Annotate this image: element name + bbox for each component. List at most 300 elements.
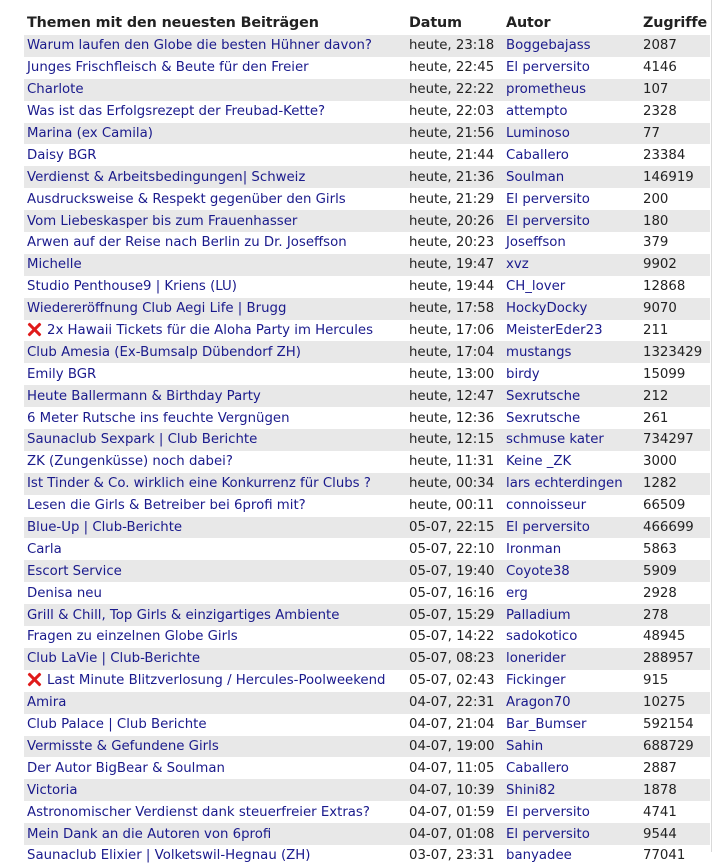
topic-row xyxy=(24,320,710,342)
topic-date: 05-07, 16:16 xyxy=(406,582,503,604)
topic-date: heute, 17:58 xyxy=(406,298,503,320)
author-link[interactable]: lars echterdingen xyxy=(506,476,623,492)
topic-link[interactable] xyxy=(27,82,84,97)
topic-author-cell xyxy=(503,473,640,495)
topic-hits: 3000 xyxy=(640,451,710,473)
topic-date: heute, 11:31 xyxy=(406,451,503,473)
topic-title-cell xyxy=(24,779,406,801)
topic-author-cell xyxy=(503,407,640,429)
topic-hits: 66509 xyxy=(640,495,710,517)
topic-title-cell xyxy=(24,538,406,560)
topic-title: Fragen zu einzelnen Globe Girls xyxy=(27,629,238,645)
topic-title: Denisa neu xyxy=(27,585,102,601)
author-link[interactable]: connoisseur xyxy=(506,498,587,514)
topic-author-cell xyxy=(503,692,640,714)
topic-date: heute, 20:23 xyxy=(406,232,503,254)
topic-title: Carla xyxy=(27,541,62,557)
topic-title-cell xyxy=(24,320,406,342)
topic-date: heute, 12:36 xyxy=(406,407,503,429)
topic-title: Blue-Up | Club-Berichte xyxy=(27,520,183,536)
author-link[interactable]: Caballero xyxy=(506,147,569,163)
author-link[interactable]: Bar_Bumser xyxy=(506,717,587,733)
author-link[interactable]: erg xyxy=(506,585,528,601)
topic-hits: 9902 xyxy=(640,254,710,276)
author-link[interactable]: schmuse kater xyxy=(506,432,604,448)
author-link[interactable]: birdy xyxy=(506,366,540,382)
topic-author-cell xyxy=(503,845,640,867)
topic-link[interactable] xyxy=(27,411,290,426)
topic-title-cell xyxy=(24,845,406,867)
topic-date: 05-07, 19:40 xyxy=(406,560,503,582)
topic-row xyxy=(24,845,710,867)
topic-link[interactable] xyxy=(27,367,96,382)
topic-title: Ausdrucksweise & Respekt gegenüber den Girls xyxy=(27,191,346,207)
topic-author-cell xyxy=(503,35,640,57)
topic-title-cell xyxy=(24,736,406,758)
topic-date: heute, 21:29 xyxy=(406,188,503,210)
topic-title: Studio Penthouse9 | Kriens (LU) xyxy=(27,279,237,295)
topic-author-cell xyxy=(503,320,640,342)
closed-x-icon xyxy=(27,322,41,336)
topic-row xyxy=(24,385,710,407)
author-link[interactable]: El perversito xyxy=(506,213,590,229)
topic-row xyxy=(24,648,710,670)
topic-hits: 1323429 xyxy=(640,341,710,363)
author-link[interactable]: Sahin xyxy=(506,738,544,754)
topic-title-cell xyxy=(24,298,406,320)
topic-date: 04-07, 01:08 xyxy=(406,823,503,845)
topic-hits: 2887 xyxy=(640,757,710,779)
topic-hits: 23384 xyxy=(640,144,710,166)
topic-date: heute, 17:06 xyxy=(406,320,503,342)
topic-title-cell xyxy=(24,188,406,210)
topic-author-cell xyxy=(503,779,640,801)
topic-date: heute, 13:00 xyxy=(406,363,503,385)
topic-date: 04-07, 11:05 xyxy=(406,757,503,779)
topic-row xyxy=(24,188,710,210)
topic-title-cell xyxy=(24,79,406,101)
topic-date: heute, 00:34 xyxy=(406,473,503,495)
topic-row xyxy=(24,57,710,79)
topic-title: Was ist das Erfolgsrezept der Freubad-Kette? xyxy=(27,104,326,120)
topic-author-cell xyxy=(503,101,640,123)
topic-date: heute, 12:47 xyxy=(406,385,503,407)
topic-hits: 9070 xyxy=(640,298,710,320)
column-header-author: Autor xyxy=(506,15,551,31)
topic-author-cell xyxy=(503,254,640,276)
topic-row xyxy=(24,451,710,473)
author-link[interactable]: Coyote38 xyxy=(506,563,570,579)
topic-hits: 77041 xyxy=(640,845,710,867)
topic-title: Michelle xyxy=(27,257,82,273)
topic-date: 04-07, 19:00 xyxy=(406,736,503,758)
topic-link[interactable] xyxy=(27,323,373,338)
topic-row xyxy=(24,560,710,582)
topic-link[interactable] xyxy=(27,214,297,229)
topic-row xyxy=(24,801,710,823)
author-link[interactable]: El perversito xyxy=(506,826,590,842)
topic-hits: 379 xyxy=(640,232,710,254)
topic-link[interactable] xyxy=(27,279,237,294)
topic-link[interactable] xyxy=(27,848,310,863)
topic-title-cell xyxy=(24,670,406,692)
topic-hits: 2328 xyxy=(640,101,710,123)
topic-date: heute, 00:11 xyxy=(406,495,503,517)
topic-hits: 5909 xyxy=(640,560,710,582)
topic-date: 04-07, 10:39 xyxy=(406,779,503,801)
topic-title: Marina (ex Camila) xyxy=(27,126,153,141)
topic-row xyxy=(24,101,710,123)
topic-title-cell xyxy=(24,560,406,582)
topic-hits: 10275 xyxy=(640,692,710,714)
topic-date: heute, 20:26 xyxy=(406,210,503,232)
topic-date: 04-07, 01:59 xyxy=(406,801,503,823)
topic-title: Amira xyxy=(27,695,67,711)
topic-title: ZK (Zungenküsse) noch dabei? xyxy=(27,454,233,470)
topic-title: 2x Hawaii Tickets für die Aloha Party im Hercules xyxy=(47,323,374,339)
topic-link[interactable] xyxy=(27,717,207,732)
topic-title-cell xyxy=(24,101,406,123)
topic-date: heute, 19:44 xyxy=(406,276,503,298)
topic-title: Astronomischer Verdienst dank steuerfreier Extras? xyxy=(27,804,370,820)
topic-author-cell xyxy=(503,823,640,845)
topic-date: 05-07, 08:23 xyxy=(406,648,503,670)
topic-title-cell xyxy=(24,232,406,254)
author-link[interactable]: prometheus xyxy=(506,82,587,98)
topic-title: Emily BGR xyxy=(27,366,97,382)
topic-title-cell xyxy=(24,648,406,670)
topic-author-cell xyxy=(503,801,640,823)
topic-link[interactable] xyxy=(27,148,97,163)
topic-link[interactable] xyxy=(27,761,225,776)
topic-title-cell xyxy=(24,495,406,517)
topic-hits: 9544 xyxy=(640,823,710,845)
topic-title-cell xyxy=(24,341,406,363)
author-link[interactable]: Keine _ZK xyxy=(506,454,572,470)
topic-link[interactable] xyxy=(27,783,77,798)
topic-title: Mein Dank an die Autoren von 6profi xyxy=(27,826,272,842)
topic-title: 6 Meter Rutsche ins feuchte Vergnügen xyxy=(27,410,290,426)
topic-link[interactable] xyxy=(27,432,257,447)
topic-title-cell xyxy=(24,801,406,823)
topic-date: 05-07, 22:15 xyxy=(406,517,503,539)
topic-title: Junges Frischfleisch & Beute für den Freier xyxy=(27,60,309,76)
topic-title-cell xyxy=(24,35,406,57)
topic-title: Grill & Chill, Top Girls & einzigartiges Ambiente xyxy=(27,607,340,623)
topic-author-cell xyxy=(503,57,640,79)
topic-link[interactable] xyxy=(27,257,82,272)
topic-link[interactable] xyxy=(27,170,305,185)
topic-row xyxy=(24,757,710,779)
topic-date: 05-07, 14:22 xyxy=(406,626,503,648)
topic-hits: 4146 xyxy=(640,57,710,79)
author-link[interactable]: Luminoso xyxy=(506,126,570,141)
topic-author-cell xyxy=(503,79,640,101)
topic-row xyxy=(24,35,710,57)
topic-link[interactable] xyxy=(27,345,301,360)
topic-row xyxy=(24,714,710,736)
topic-title-cell xyxy=(24,210,406,232)
topic-author-cell xyxy=(503,538,640,560)
topic-row xyxy=(24,538,710,560)
topic-title: Der Autor BigBear & Soulman xyxy=(27,760,225,776)
topic-row xyxy=(24,670,710,692)
author-link[interactable]: Ironman xyxy=(506,541,562,557)
topic-link[interactable] xyxy=(27,389,261,404)
topic-link[interactable] xyxy=(27,301,286,316)
author-link[interactable]: Soulman xyxy=(506,169,565,185)
author-link[interactable]: HockyDocky xyxy=(506,301,588,317)
topic-title: Verdienst & Arbeitsbedingungen| Schweiz xyxy=(27,169,306,185)
topic-hits: 466699 xyxy=(640,517,710,539)
topic-row xyxy=(24,604,710,626)
topic-author-cell xyxy=(503,188,640,210)
topic-author-cell xyxy=(503,166,640,188)
topic-title: Saunaclub Elixier | Volketswil-Hegnau (ZH) xyxy=(27,848,311,864)
topic-title: Club LaVie | Club-Berichte xyxy=(27,651,201,667)
topic-date: heute, 22:45 xyxy=(406,57,503,79)
topic-title: Saunaclub Sexpark | Club Berichte xyxy=(27,432,258,448)
topic-hits: 5863 xyxy=(640,538,710,560)
topic-title-cell xyxy=(24,626,406,648)
topic-hits: 212 xyxy=(640,385,710,407)
topic-author-cell xyxy=(503,757,640,779)
topic-link[interactable] xyxy=(27,60,309,75)
topic-author-cell xyxy=(503,670,640,692)
topic-link[interactable] xyxy=(27,38,372,53)
topic-link[interactable] xyxy=(27,126,153,141)
topic-title: Warum laufen den Globe die besten Hühner davon? xyxy=(27,38,372,54)
column-header-title: Themen mit den neuesten Beiträgen xyxy=(27,15,319,31)
topic-hits: 2928 xyxy=(640,582,710,604)
author-link[interactable]: Sexrutsche xyxy=(506,410,581,426)
topic-link[interactable] xyxy=(27,651,200,666)
topic-hits: 48945 xyxy=(640,626,710,648)
topic-row xyxy=(24,166,710,188)
topic-author-cell xyxy=(503,560,640,582)
topic-title: Victoria xyxy=(27,782,78,798)
topic-title: Vom Liebeskasper bis zum Frauenhasser xyxy=(27,213,298,229)
author-link[interactable]: Caballero xyxy=(506,760,569,776)
table-header-row xyxy=(24,11,710,35)
topic-hits: 15099 xyxy=(640,363,710,385)
topic-author-cell xyxy=(503,341,640,363)
topic-link[interactable] xyxy=(27,235,347,250)
topic-author-cell xyxy=(503,298,640,320)
topic-author-cell xyxy=(503,429,640,451)
topic-date: 05-07, 22:10 xyxy=(406,538,503,560)
topic-row xyxy=(24,232,710,254)
author-link[interactable]: attempto xyxy=(506,104,568,120)
topic-title: Charlote xyxy=(27,82,84,98)
topic-title: Escort Service xyxy=(27,563,122,579)
topic-date: 05-07, 02:43 xyxy=(406,670,503,692)
topic-hits: 2087 xyxy=(640,35,710,57)
topic-date: heute, 17:04 xyxy=(406,341,503,363)
topic-title-cell xyxy=(24,407,406,429)
topic-title: Wiedereröffnung Club Aegi Life | Brugg xyxy=(27,301,287,317)
topic-row xyxy=(24,429,710,451)
author-link[interactable]: banyadee xyxy=(506,848,572,864)
topic-author-cell xyxy=(503,648,640,670)
topic-author-cell xyxy=(503,144,640,166)
topic-author-cell xyxy=(503,626,640,648)
topic-row xyxy=(24,692,710,714)
author-link[interactable]: Joseffson xyxy=(506,235,566,251)
author-link[interactable]: CH_lover xyxy=(506,279,566,295)
topic-title-cell xyxy=(24,123,406,145)
topic-hits: 592154 xyxy=(640,714,710,736)
topic-title-cell xyxy=(24,604,406,626)
topic-link[interactable] xyxy=(27,586,102,601)
topic-title-cell xyxy=(24,473,406,495)
topic-hits: 146919 xyxy=(640,166,710,188)
topic-row xyxy=(24,495,710,517)
topic-date: 04-07, 21:04 xyxy=(406,714,503,736)
topic-link[interactable] xyxy=(27,498,306,513)
author-link[interactable]: El perversito xyxy=(506,60,590,76)
topic-link[interactable] xyxy=(27,564,122,579)
topic-title-cell xyxy=(24,166,406,188)
topic-row xyxy=(24,626,710,648)
topic-date: heute, 23:18 xyxy=(406,35,503,57)
topic-author-cell xyxy=(503,714,640,736)
topic-title-cell xyxy=(24,582,406,604)
topic-link[interactable] xyxy=(27,827,271,842)
author-link[interactable]: lonerider xyxy=(506,651,566,667)
topic-title: Heute Ballermann & Birthday Party xyxy=(27,388,261,404)
column-header-date: Datum xyxy=(409,15,462,31)
topic-title-cell xyxy=(24,451,406,473)
topic-hits: 107 xyxy=(640,79,710,101)
topic-date: 05-07, 15:29 xyxy=(406,604,503,626)
topic-hits: 278 xyxy=(640,604,710,626)
latest-topics-table xyxy=(24,11,710,867)
topic-row xyxy=(24,276,710,298)
topic-title-cell xyxy=(24,517,406,539)
topic-row xyxy=(24,79,710,101)
topic-link[interactable] xyxy=(27,454,233,469)
topic-date: heute, 21:36 xyxy=(406,166,503,188)
topic-author-cell xyxy=(503,123,640,145)
topic-date: heute, 12:15 xyxy=(406,429,503,451)
topic-link[interactable] xyxy=(27,104,325,119)
topic-title-cell xyxy=(24,757,406,779)
author-link[interactable]: Palladium xyxy=(506,607,571,623)
topic-hits: 4741 xyxy=(640,801,710,823)
topic-date: 04-07, 22:31 xyxy=(406,692,503,714)
topic-author-cell xyxy=(503,276,640,298)
topic-link[interactable] xyxy=(27,739,219,754)
author-link[interactable]: Aragon70 xyxy=(506,695,571,711)
author-link[interactable]: Boggebajass xyxy=(506,38,591,54)
closed-x-icon xyxy=(27,672,41,686)
topic-author-cell xyxy=(503,736,640,758)
author-link[interactable]: Sexrutsche xyxy=(506,388,581,404)
topic-link[interactable] xyxy=(27,520,182,535)
topic-author-cell xyxy=(503,604,640,626)
author-link[interactable]: Fickinger xyxy=(506,673,566,689)
topic-row xyxy=(24,123,710,145)
topic-link[interactable] xyxy=(27,608,339,623)
topic-title: Arwen auf der Reise nach Berlin zu Dr. Joseffson xyxy=(27,235,347,251)
topic-hits: 1282 xyxy=(640,473,710,495)
topic-hits: 12868 xyxy=(640,276,710,298)
topic-hits: 1878 xyxy=(640,779,710,801)
topic-title-cell xyxy=(24,276,406,298)
topic-title: Daisy BGR xyxy=(27,147,97,163)
topic-author-cell xyxy=(503,451,640,473)
topic-title-cell xyxy=(24,144,406,166)
topic-author-cell xyxy=(503,363,640,385)
topic-row xyxy=(24,779,710,801)
topic-author-cell xyxy=(503,210,640,232)
topic-date: heute, 19:47 xyxy=(406,254,503,276)
author-link[interactable]: mustangs xyxy=(506,344,572,360)
topic-row xyxy=(24,363,710,385)
topic-title-cell xyxy=(24,714,406,736)
topic-date: heute, 22:03 xyxy=(406,101,503,123)
topic-row xyxy=(24,407,710,429)
topic-row xyxy=(24,144,710,166)
topic-link[interactable] xyxy=(27,673,386,688)
topic-date: heute, 22:22 xyxy=(406,79,503,101)
topic-title: Club Palace | Club Berichte xyxy=(27,717,207,733)
topic-link[interactable] xyxy=(27,192,346,207)
topic-link[interactable] xyxy=(27,805,370,820)
topic-row xyxy=(24,254,710,276)
column-header-hits: Zugriffe xyxy=(643,15,708,31)
topic-title-cell xyxy=(24,363,406,385)
topic-link[interactable] xyxy=(27,542,62,557)
topic-author-cell xyxy=(503,232,640,254)
topic-title-cell xyxy=(24,254,406,276)
topic-title-cell xyxy=(24,823,406,845)
topic-link[interactable] xyxy=(27,695,66,710)
topic-row xyxy=(24,341,710,363)
author-link[interactable]: xvz xyxy=(506,257,529,273)
topic-date: heute, 21:56 xyxy=(406,123,503,145)
topic-title-cell xyxy=(24,385,406,407)
topic-row xyxy=(24,298,710,320)
topic-link[interactable] xyxy=(27,476,371,491)
topic-author-cell xyxy=(503,385,640,407)
topic-date: 03-07, 23:31 xyxy=(406,845,503,867)
topic-title: Lesen die Girls & Betreiber bei 6profi mit? xyxy=(27,498,306,514)
topic-row xyxy=(24,823,710,845)
topic-row xyxy=(24,210,710,232)
author-link[interactable]: MeisterEder23 xyxy=(506,323,603,339)
topic-author-cell xyxy=(503,495,640,517)
author-link[interactable]: Shini82 xyxy=(506,782,556,798)
topic-author-cell xyxy=(503,582,640,604)
author-link[interactable]: El perversito xyxy=(506,520,590,536)
author-link[interactable]: sadokotico xyxy=(506,629,578,645)
topic-hits: 200 xyxy=(640,188,710,210)
author-link[interactable]: El perversito xyxy=(506,191,590,207)
topic-hits: 77 xyxy=(640,123,710,145)
topic-hits: 211 xyxy=(640,320,710,342)
topic-hits: 688729 xyxy=(640,736,710,758)
author-link[interactable]: El perversito xyxy=(506,804,590,820)
topic-row xyxy=(24,517,710,539)
topic-link[interactable] xyxy=(27,629,238,644)
topic-row xyxy=(24,473,710,495)
topic-date: heute, 21:44 xyxy=(406,144,503,166)
topic-hits: 915 xyxy=(640,670,710,692)
topic-title: Last Minute Blitzverlosung / Hercules-Poolweekend xyxy=(47,673,386,689)
topic-hits: 180 xyxy=(640,210,710,232)
